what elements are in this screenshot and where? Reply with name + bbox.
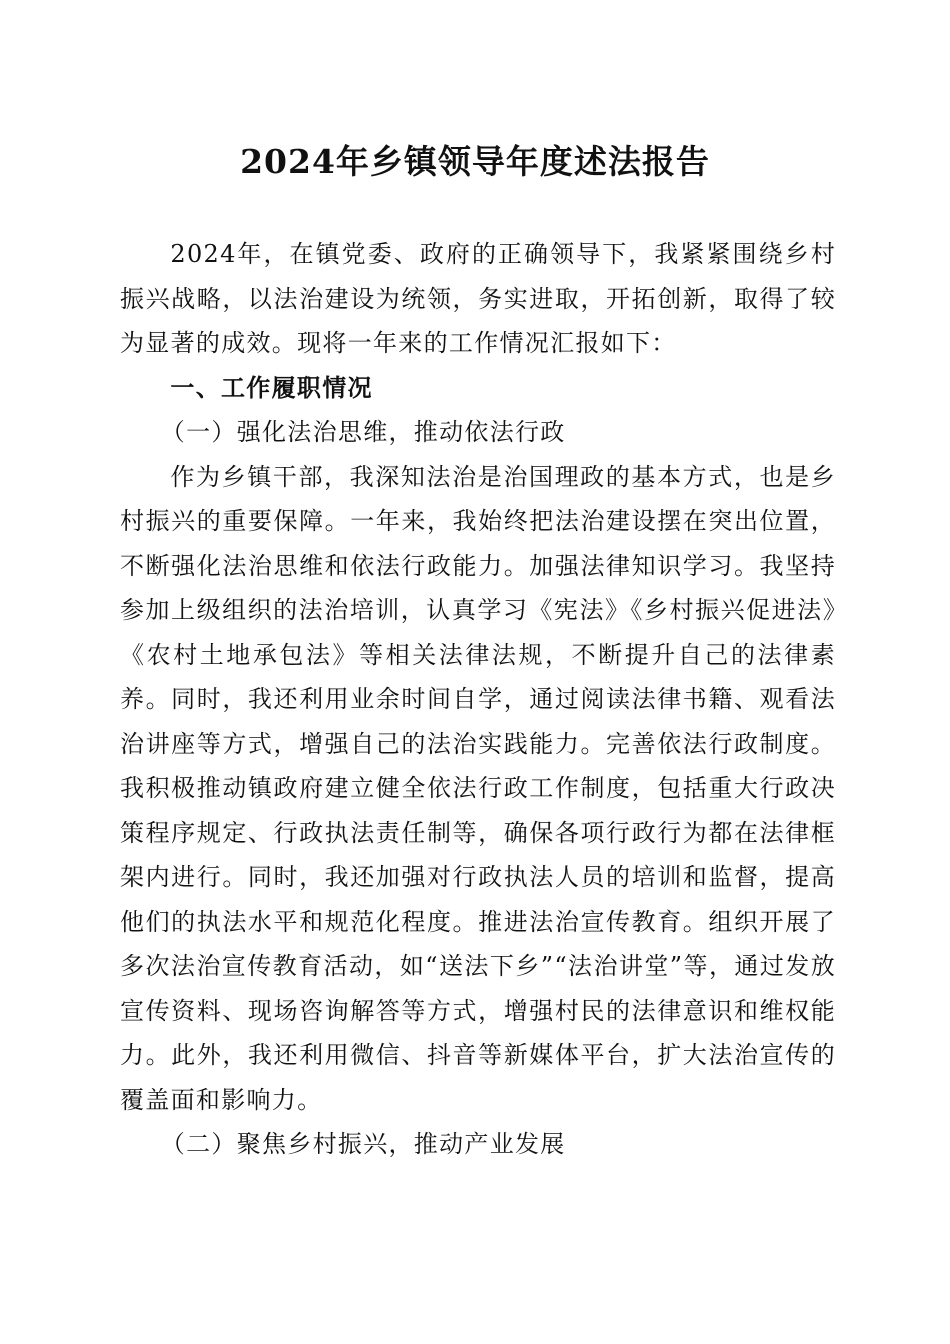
document-body <box>120 232 836 1167</box>
subsection-paragraph-rule-of-law: 作为乡镇干部，我深知法治是治国理政的基本方式，也是乡村振兴的重要保障。一年来，我始终把法治建设摆在突出位置，不断强化法治思维和依法行政能力。加强法律知识学习。我坚持参加上级组织的法治培训，认真学习《宪法》《乡村振兴促进法》《农村土地承包法》等相关法律法规，不断提升自己的法律素养。同时，我还利用业余时间自学，通过阅读法律书籍、观看法治讲座等方式，增强自己的法治实践能力。完善依法行政制度。我积极推动镇政府建立健全依法行政工作制度，包括重大行政决策程序规定、行政执法责任制等，确保各项行政行为都在法律框架内进行。同时，我还加强对行政执法人员的培训和监督，提高他们的执法水平和规范化程度。推进法治宣传教育。组织开展了多次法治宣传教育活动，如“送法下乡”“法治讲堂”等，通过发放宣传资料、现场咨询解答等方式，增强村民的法律意识和维权能力。此外，我还利用微信、抖音等新媒体平台，扩大法治宣传的覆盖面和影响力。 <box>120 462 836 1114</box>
intro-paragraph: 2024年，在镇党委、政府的正确领导下，我紧紧围绕乡村振兴战略，以法治建设为统领，务实进取，开拓创新，取得了较为显著的成效。现将一年来的工作情况汇报如下： <box>120 240 836 357</box>
section-heading-work-performance: 一、工作履职情况 <box>170 373 373 402</box>
subsection-heading-rural-revitalization: （二）聚焦乡村振兴，推动产业发展 <box>160 1130 566 1158</box>
subsection-heading-rule-of-law: （一）强化法治思维，推动依法行政 <box>160 418 566 446</box>
document-title: 2024年乡镇领导年度述法报告 <box>240 142 710 181</box>
